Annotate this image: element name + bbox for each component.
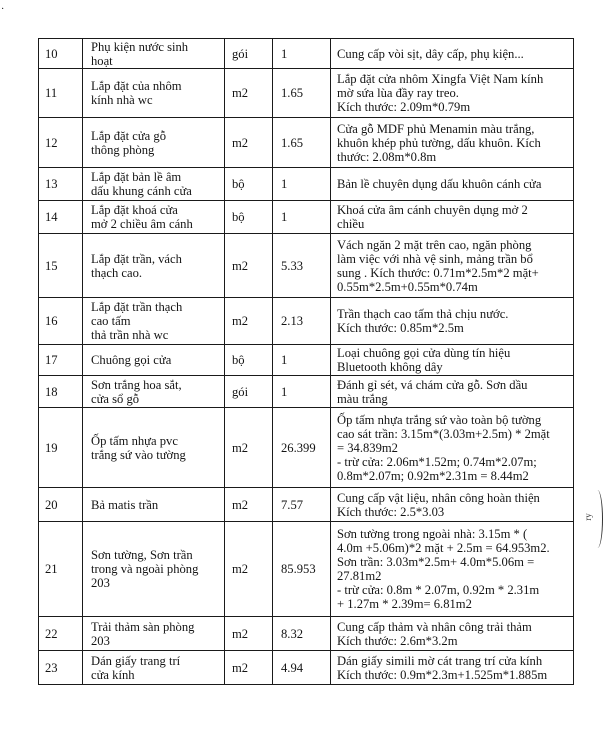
item-quantity: 85.953 bbox=[273, 522, 331, 617]
item-quantity: 1.65 bbox=[273, 118, 331, 168]
item-unit: bộ bbox=[225, 201, 273, 234]
table-row bbox=[39, 617, 574, 651]
item-description: Cung cấp vòi sịt, dây cấp, phụ kiện... bbox=[331, 39, 574, 69]
item-unit: m2 bbox=[225, 522, 273, 617]
item-quantity: 1 bbox=[273, 201, 331, 234]
table-row bbox=[39, 522, 574, 617]
item-number: 15 bbox=[39, 234, 83, 298]
item-number: 19 bbox=[39, 408, 83, 488]
item-description: Cung cấp vật liệu, nhân công hoàn thiện Kích thước: 2.5*3.03 bbox=[331, 488, 574, 522]
item-name: Trải thảm sàn phòng 203 bbox=[83, 617, 225, 651]
item-name: Dán giấy trang trí cửa kính bbox=[83, 651, 225, 685]
item-name: Lắp đặt cửa gỗ thông phòng bbox=[83, 118, 225, 168]
item-name: Chuông gọi cửa bbox=[83, 345, 225, 376]
table-row bbox=[39, 201, 574, 234]
item-number: 16 bbox=[39, 298, 83, 345]
table-row bbox=[39, 234, 574, 298]
item-name: Sơn trắng hoa sắt, cửa sổ gỗ bbox=[83, 376, 225, 408]
item-name: Phụ kiện nước sinh hoạt bbox=[83, 39, 225, 69]
item-quantity: 7.57 bbox=[273, 488, 331, 522]
table-row bbox=[39, 376, 574, 408]
item-quantity: 1.65 bbox=[273, 69, 331, 118]
item-description: Loại chuông gọi cửa dùng tín hiệu Bluetooth không dây bbox=[331, 345, 574, 376]
item-unit: m2 bbox=[225, 617, 273, 651]
item-name: Lắp đặt trần thạch cao tấm thả trần nhà wc bbox=[83, 298, 225, 345]
table-row bbox=[39, 69, 574, 118]
item-number: 12 bbox=[39, 118, 83, 168]
item-quantity: 1 bbox=[273, 376, 331, 408]
item-name: Bả matis trần bbox=[83, 488, 225, 522]
item-description: Ốp tấm nhựa trắng sứ vào toàn bộ tường cao sát trần: 3.15m*(3.03m+2.5m) * 2mặt = 34.839m2 - trừ cửa: 2.06m*1.52m; 0.74m*2.07m; 0.8m*2.07m; 0.92m*2.31m = 8.44m2 bbox=[331, 408, 574, 488]
table-row bbox=[39, 345, 574, 376]
item-quantity: 1 bbox=[273, 39, 331, 69]
item-quantity: 2.13 bbox=[273, 298, 331, 345]
item-description: Vách ngăn 2 mặt trên cao, ngăn phòng làm việc với nhà vệ sinh, mảng trần bổ sung . Kích thước: 0.71m*2.5m*2 mặt+ 0.55m*2.5m+0.55m*0.74m bbox=[331, 234, 574, 298]
item-unit: gói bbox=[225, 376, 273, 408]
margin-handwritten-mark bbox=[584, 490, 604, 550]
item-unit: m2 bbox=[225, 69, 273, 118]
item-quantity: 1 bbox=[273, 345, 331, 376]
item-unit: m2 bbox=[225, 651, 273, 685]
item-unit: bộ bbox=[225, 168, 273, 201]
item-number: 20 bbox=[39, 488, 83, 522]
item-description: Trần thạch cao tấm thả chịu nước. Kích thước: 0.85m*2.5m bbox=[331, 298, 574, 345]
item-unit: m2 bbox=[225, 408, 273, 488]
item-description: Cung cấp thảm và nhân công trải thảm Kích thước: 2.6m*3.2m bbox=[331, 617, 574, 651]
item-name: Lắp đặt khoá cửa mở 2 chiều âm cánh bbox=[83, 201, 225, 234]
item-unit: m2 bbox=[225, 488, 273, 522]
item-unit: bộ bbox=[225, 345, 273, 376]
item-description: Dán giấy simili mờ cát trang trí cửa kính Kích thước: 0.9m*2.3m+1.525m*1.885m bbox=[331, 651, 574, 685]
item-name: Lắp đặt bản lề âm dấu khung cánh cửa bbox=[83, 168, 225, 201]
item-number: 14 bbox=[39, 201, 83, 234]
page-corner-mark: · bbox=[1, 4, 5, 15]
item-number: 13 bbox=[39, 168, 83, 201]
item-quantity: 4.94 bbox=[273, 651, 331, 685]
item-description: Cửa gỗ MDF phủ Menamin màu trắng, khuôn khép phủ tường, dấu khuôn. Kích thước: 2.08m*0.8m bbox=[331, 118, 574, 168]
item-quantity: 5.33 bbox=[273, 234, 331, 298]
item-number: 21 bbox=[39, 522, 83, 617]
item-number: 23 bbox=[39, 651, 83, 685]
table-row bbox=[39, 488, 574, 522]
item-number: 18 bbox=[39, 376, 83, 408]
item-description: Đánh gỉ sét, vá chám cửa gỗ. Sơn dầu màu trắng bbox=[331, 376, 574, 408]
item-quantity: 1 bbox=[273, 168, 331, 201]
item-description: Sơn tường trong ngoài nhà: 3.15m * ( 4.0m +5.06m)*2 mặt + 2.5m = 64.953m2. Sơn trần: 3.03m*2.5m+ 4.0m*5.06m = 27.81m2 - trừ cửa: 0.8m * 2.07m, 0.92m * 2.31m + 1.27m * 2.39m= 6.81m2 bbox=[331, 522, 574, 617]
item-description: Khoá cửa âm cánh chuyên dụng mở 2 chiều bbox=[331, 201, 574, 234]
item-number: 22 bbox=[39, 617, 83, 651]
item-description: Bản lề chuyên dụng dấu khuôn cánh cửa bbox=[331, 168, 574, 201]
table-row bbox=[39, 118, 574, 168]
item-name: Ốp tấm nhựa pvc trắng sứ vào tường bbox=[83, 408, 225, 488]
item-description: Lắp đặt cửa nhôm Xingfa Việt Nam kính mờ sứa lùa đầy ray treo. Kích thước: 2.09m*0.79m bbox=[331, 69, 574, 118]
item-unit: m2 bbox=[225, 298, 273, 345]
item-number: 17 bbox=[39, 345, 83, 376]
table-row bbox=[39, 408, 574, 488]
margin-bracket-stroke bbox=[592, 490, 603, 548]
quotation-table bbox=[38, 38, 574, 685]
item-quantity: 26.399 bbox=[273, 408, 331, 488]
table-row bbox=[39, 168, 574, 201]
item-number: 10 bbox=[39, 39, 83, 69]
item-quantity: 8.32 bbox=[273, 617, 331, 651]
item-unit: gói bbox=[225, 39, 273, 69]
table-row bbox=[39, 651, 574, 685]
item-number: 11 bbox=[39, 69, 83, 118]
item-name: Lắp đặt trần, vách thạch cao. bbox=[83, 234, 225, 298]
item-name: Lắp đặt của nhôm kính nhà wc bbox=[83, 69, 225, 118]
item-unit: m2 bbox=[225, 118, 273, 168]
margin-mark-text: ry bbox=[582, 513, 593, 521]
table-row bbox=[39, 298, 574, 345]
item-name: Sơn tường, Sơn trần trong và ngoài phòng 203 bbox=[83, 522, 225, 617]
table-row bbox=[39, 39, 574, 69]
item-unit: m2 bbox=[225, 234, 273, 298]
